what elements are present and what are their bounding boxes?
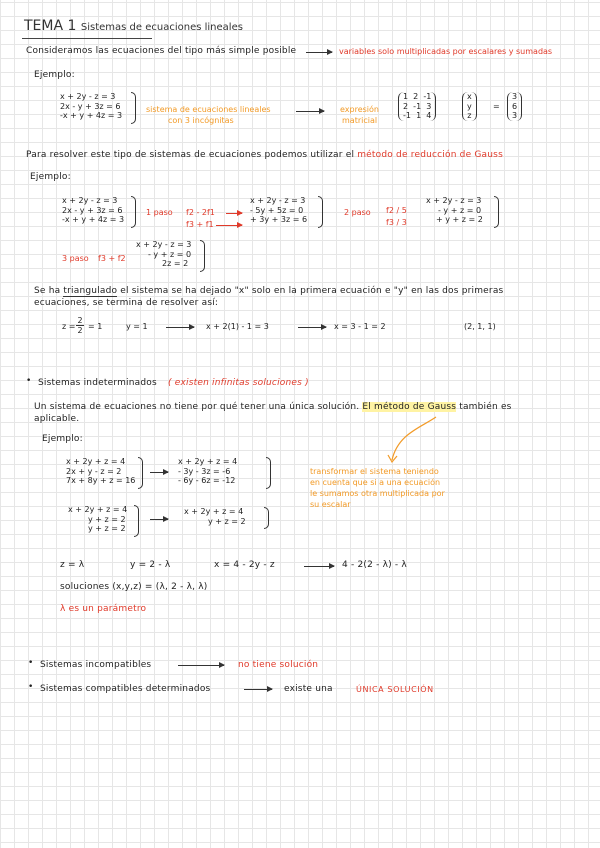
row-operation: f3 + f2 bbox=[98, 254, 126, 263]
z-param: z = λ bbox=[60, 560, 85, 570]
equation: - 5y + 5z = 0 bbox=[250, 205, 304, 215]
constant-vector bbox=[507, 92, 522, 121]
brace-icon bbox=[318, 196, 323, 228]
paragraph-line: aplicable. bbox=[34, 414, 80, 424]
equation: x + 2y + z = 4 bbox=[68, 505, 128, 514]
equation: 2z = 2 bbox=[162, 259, 189, 268]
equation-system bbox=[184, 507, 246, 526]
gauss-method: método de reducción de Gauss bbox=[357, 150, 503, 160]
equation-system bbox=[66, 457, 135, 486]
parameter-note: λ es un parámetro bbox=[60, 604, 147, 614]
step-label: 3 paso bbox=[62, 254, 89, 263]
orange-annotation bbox=[310, 466, 445, 510]
equation: x + 2y - z = 3 bbox=[426, 196, 482, 205]
example-label: Ejemplo: bbox=[42, 434, 83, 444]
equation-system bbox=[62, 196, 124, 225]
step-label: 1 paso bbox=[146, 208, 173, 217]
equation: x + 2y - z = 3 bbox=[60, 92, 116, 101]
y-param: y = 2 - λ bbox=[130, 560, 171, 570]
x-expansion: 4 - 2(2 - λ) - λ bbox=[342, 560, 407, 570]
annotation-line: en cuenta que si a una ecuación bbox=[310, 478, 441, 487]
intro-note: variables solo multiplicadas por escalares y sumadas bbox=[339, 47, 553, 56]
matrix-row: 1 2 -1 bbox=[403, 92, 432, 101]
equation: 7x + 8y + z = 16 bbox=[66, 476, 136, 485]
annotation-line: su escalar bbox=[310, 500, 351, 509]
incompatible-result: no tiene solución bbox=[238, 660, 319, 670]
equation: 2x - y + 3z = 6 bbox=[60, 101, 121, 111]
compatible-result: existe una bbox=[284, 684, 333, 694]
text-span: Un sistema de ecuaciones no tiene por qué tener una única solución. bbox=[34, 402, 360, 412]
matrix-row: 2 -1 3 bbox=[403, 101, 432, 111]
title-tema: TEMA 1 bbox=[24, 18, 77, 34]
vector-entry: 6 bbox=[512, 101, 518, 111]
annotation-line: transformar el sistema teniendo bbox=[310, 467, 439, 476]
arrow-icon bbox=[244, 689, 272, 690]
arrow-icon bbox=[150, 472, 168, 473]
x-param: x = 4 - 2y - z bbox=[214, 560, 275, 570]
equation: - 3y - 3z = -6 bbox=[178, 466, 231, 476]
equation: y + z = 2 bbox=[208, 516, 246, 526]
triangulated-line: ecuaciones, se termina de resolver así: bbox=[34, 298, 219, 308]
arrow-icon bbox=[178, 665, 224, 666]
bullet: • bbox=[28, 658, 34, 668]
arrow-icon bbox=[166, 327, 194, 328]
triangulated-line bbox=[34, 286, 503, 296]
equation: x + 2y - z = 3 bbox=[62, 196, 118, 205]
vector-entry: y bbox=[467, 101, 472, 111]
equation: 2x - y + 3z = 6 bbox=[62, 205, 123, 215]
equation: - y + z = 0 bbox=[148, 249, 192, 259]
solutions-line: soluciones (x,y,z) = (λ, 2 - λ, λ) bbox=[60, 582, 208, 592]
equation: 2x + y - z = 2 bbox=[66, 466, 122, 476]
bullet: • bbox=[28, 682, 34, 692]
brace-icon bbox=[494, 196, 499, 228]
equals-sign: = bbox=[493, 102, 500, 111]
desc-line: sistema de ecuaciones lineales bbox=[146, 105, 271, 114]
fraction bbox=[76, 316, 84, 335]
triangulated-word: triangulado bbox=[63, 286, 118, 296]
bullet: • bbox=[26, 376, 32, 386]
page-title bbox=[24, 18, 243, 34]
equation: y + z = 2 bbox=[88, 524, 126, 533]
matrix-row: -1 1 4 bbox=[403, 111, 432, 120]
vector-entry: x bbox=[467, 92, 472, 101]
variable-vector bbox=[462, 92, 477, 121]
row-operation: f2 - 2f1 bbox=[186, 208, 215, 217]
row-operation: f3 + f1 bbox=[186, 220, 214, 229]
brace-icon bbox=[131, 196, 136, 228]
equation: x + 2y + z = 4 bbox=[66, 457, 126, 466]
equation: x + 2y - z = 3 bbox=[250, 196, 306, 205]
equation: -x + y + 4z = 3 bbox=[60, 111, 123, 120]
annotation-line: le sumamos otra multiplicada por bbox=[310, 489, 445, 498]
section-note: ( existen infinitas soluciones ) bbox=[168, 378, 309, 388]
desc-line: con 3 incógnitas bbox=[168, 116, 234, 125]
paragraph-line bbox=[34, 402, 512, 412]
arrow-icon bbox=[296, 111, 324, 112]
step-label: 2 paso bbox=[344, 208, 371, 217]
solution-tuple: (2, 1, 1) bbox=[464, 322, 496, 331]
matrix-expr-label: matricial bbox=[342, 116, 378, 125]
brace-icon bbox=[200, 240, 205, 272]
arrow-icon bbox=[306, 52, 332, 53]
unique-solution: ÚNICA SOLUCIÓN bbox=[356, 685, 434, 694]
arrow-icon bbox=[226, 213, 242, 214]
arrow-icon bbox=[216, 225, 242, 226]
arrow-icon bbox=[304, 566, 334, 567]
fraction-denominator: 2 bbox=[77, 326, 83, 335]
title-name: Sistemas de ecuaciones lineales bbox=[80, 22, 243, 33]
equation: x + 2y - z = 3 bbox=[136, 240, 192, 249]
equation-system bbox=[178, 457, 237, 486]
equation: x + 2y + z = 4 bbox=[178, 457, 238, 466]
equation-system bbox=[60, 92, 122, 121]
equation: - 6y - 6z = -12 bbox=[178, 476, 236, 485]
z-equation: z = bbox=[62, 322, 76, 331]
equation-system bbox=[426, 196, 483, 225]
brace-icon bbox=[138, 457, 143, 489]
row-operation: f3 / 3 bbox=[386, 218, 407, 227]
arrow-icon bbox=[150, 519, 168, 520]
z-result: = 1 bbox=[88, 322, 103, 331]
curved-arrow-icon bbox=[380, 414, 440, 466]
text-span: Se ha bbox=[34, 286, 61, 296]
equation: + 3y + 3z = 6 bbox=[250, 215, 308, 224]
brace-icon bbox=[131, 92, 136, 124]
text-span: el sistema se ha dejado "x" solo en la primera ecuación e "y" en las dos primeras bbox=[120, 286, 504, 296]
arrow-icon bbox=[298, 327, 326, 328]
system-desc bbox=[168, 116, 234, 125]
equation-system bbox=[136, 240, 191, 269]
vector-entry: 3 bbox=[512, 92, 518, 101]
text-span: también es bbox=[459, 402, 512, 412]
vector-entry: z bbox=[467, 111, 472, 120]
intro-text: Consideramos las ecuaciones del tipo más simple posible bbox=[26, 46, 297, 56]
gauss-intro bbox=[26, 150, 503, 160]
fraction-numerator: 2 bbox=[77, 316, 83, 325]
gauss-text: Para resolver este tipo de sistemas de ecuaciones podemos utilizar el bbox=[26, 150, 355, 160]
row-operation: f2 / 5 bbox=[386, 206, 407, 215]
brace-icon bbox=[266, 457, 271, 489]
y-equation: y = 1 bbox=[126, 322, 148, 331]
equation: x + 2y + z = 4 bbox=[184, 507, 244, 516]
equation: -x + y + 4z = 3 bbox=[62, 215, 125, 224]
section-heading: Sistemas indeterminados bbox=[38, 378, 157, 388]
brace-icon bbox=[264, 507, 269, 529]
title-underline bbox=[22, 38, 152, 39]
highlighted-text: El método de Gauss bbox=[362, 402, 457, 412]
vector-entry: 3 bbox=[512, 111, 518, 120]
matrix-expr-label: expresión bbox=[340, 105, 379, 114]
equation: y + z = 2 bbox=[88, 514, 126, 524]
equation: + y + z = 2 bbox=[436, 215, 483, 224]
system-desc bbox=[146, 105, 271, 114]
example-label: Ejemplo: bbox=[30, 172, 71, 182]
equation-system bbox=[250, 196, 307, 225]
incompatible-text: Sistemas incompatibles bbox=[40, 660, 152, 670]
coefficient-matrix bbox=[398, 92, 436, 121]
compatible-text: Sistemas compatibles determinados bbox=[40, 684, 211, 694]
x-substitution: x + 2(1) - 1 = 3 bbox=[206, 322, 269, 331]
x-result: x = 3 - 1 = 2 bbox=[334, 322, 386, 331]
equation: - y + z = 0 bbox=[438, 205, 482, 215]
example-label: Ejemplo: bbox=[34, 70, 75, 80]
equation-system bbox=[68, 505, 127, 534]
brace-icon bbox=[134, 505, 139, 537]
